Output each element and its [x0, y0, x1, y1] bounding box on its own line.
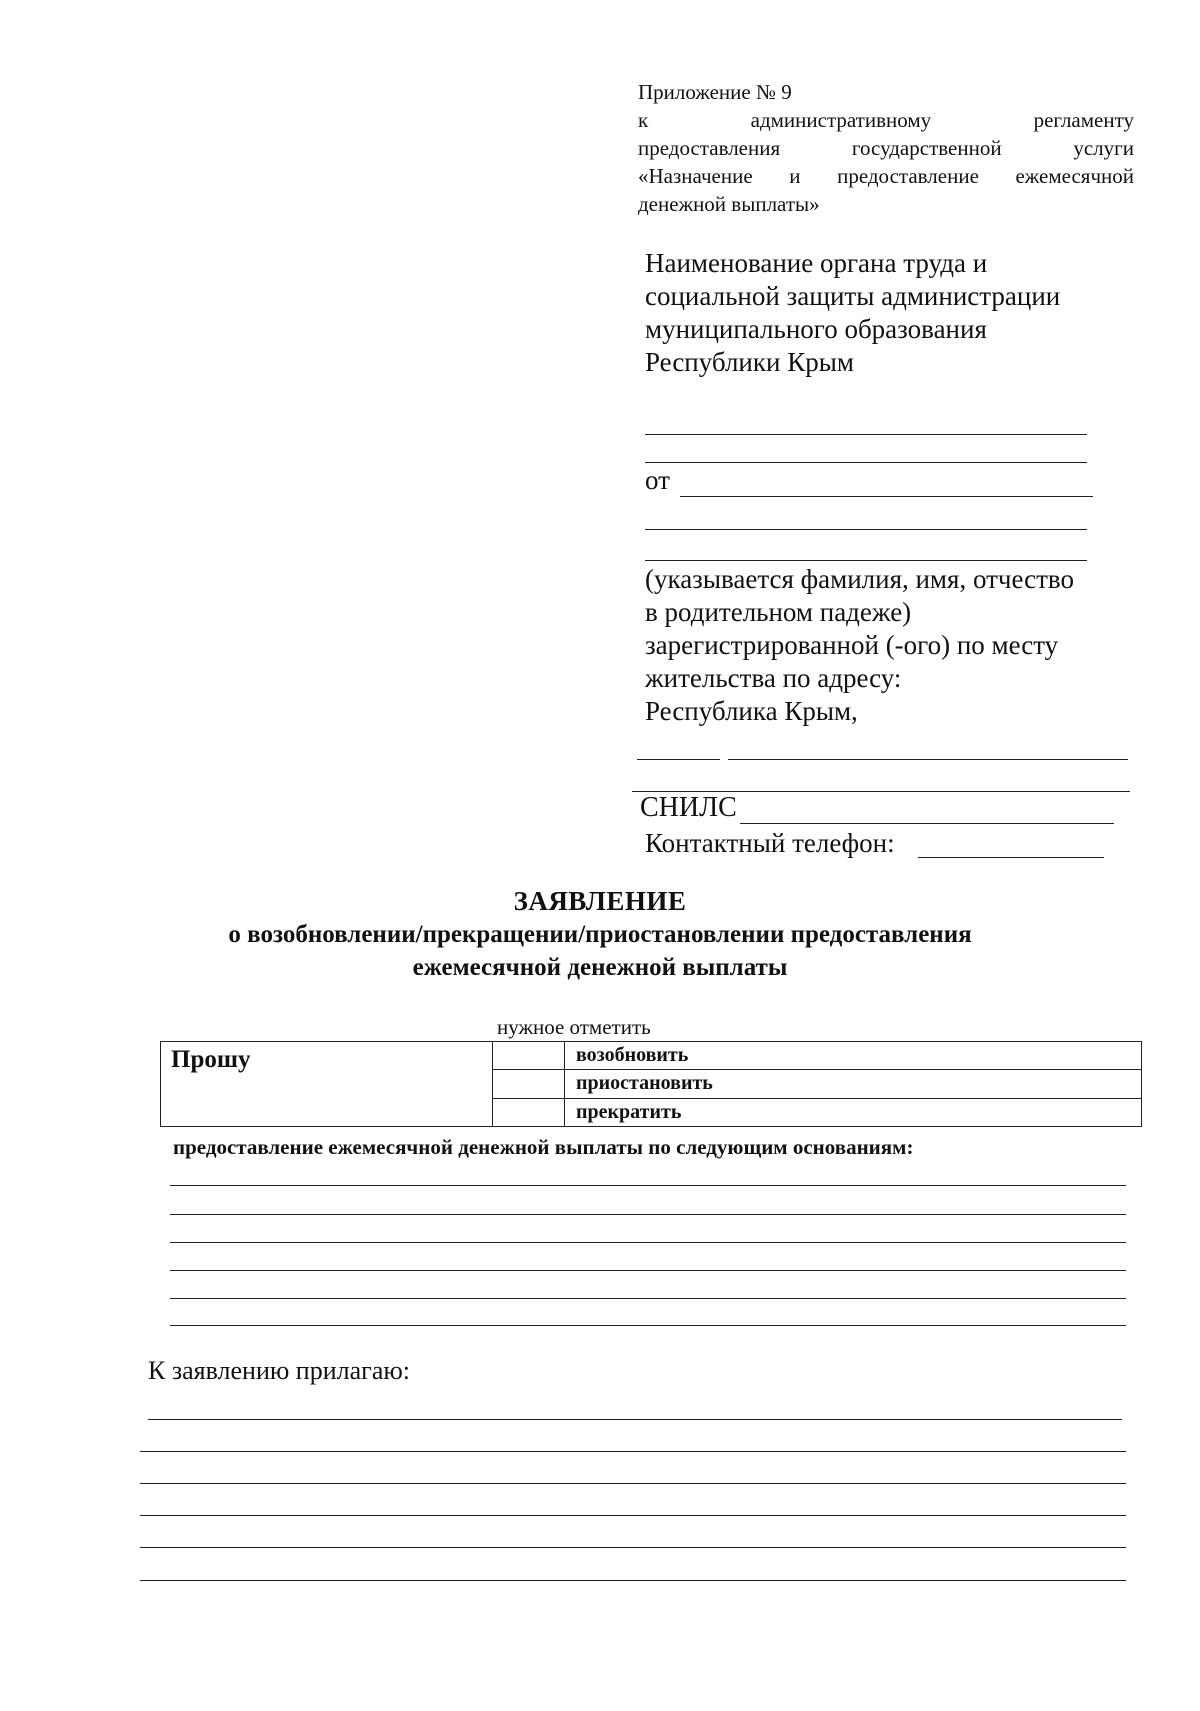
applicant-name-blank-line[interactable] — [645, 560, 1087, 561]
basis-blank-line[interactable] — [170, 1298, 1126, 1299]
attachments-blank-line[interactable] — [140, 1451, 1126, 1452]
request-options-table — [160, 1041, 1142, 1127]
basis-blank-line[interactable] — [170, 1270, 1126, 1271]
addressee-blank-line[interactable] — [645, 434, 1087, 435]
appendix-number: Приложение № 9 — [638, 80, 792, 104]
document-subtitle: ежемесячной денежной выплаты — [412, 954, 788, 981]
phone-blank-line[interactable] — [918, 857, 1104, 858]
appendix-service-name-line: «Назначение и предоставление ежемесячной — [638, 164, 1134, 188]
applicant-name-blank-line[interactable] — [645, 529, 1087, 530]
option-suspend: приостановить — [576, 1072, 713, 1094]
applicant-name-blank-line[interactable] — [680, 496, 1093, 497]
note-line: Республика Крым, — [645, 696, 858, 726]
attachments-blank-line[interactable] — [140, 1547, 1126, 1548]
addressee-block — [645, 247, 1060, 379]
attachments-label: К заявлению прилагаю: — [148, 1356, 411, 1385]
note-line: (указывается фамилия, имя, отчество — [645, 564, 1074, 594]
appendix-service-line: предоставления государственной услуги — [638, 136, 1134, 160]
suspend-checkbox[interactable] — [493, 1070, 563, 1097]
mark-hint: нужное отметить — [497, 1015, 651, 1039]
attachments-blank-line[interactable] — [140, 1580, 1126, 1581]
attachments-blank-line[interactable] — [140, 1515, 1126, 1516]
address-blank-line[interactable] — [637, 759, 720, 760]
phone-label: Контактный телефон: — [645, 828, 895, 858]
addressee-line: Республики Крым — [645, 347, 854, 377]
document-title: ЗАЯВЛЕНИЕ — [513, 886, 687, 916]
attachments-blank-line[interactable] — [148, 1419, 1122, 1420]
basis-blank-line[interactable] — [170, 1325, 1126, 1326]
table-divider — [564, 1042, 565, 1126]
attachments-blank-line[interactable] — [140, 1483, 1126, 1484]
note-line: зарегистрированной (-ого) по месту — [645, 630, 1059, 660]
addressee-line: социальной защиты администрации — [645, 281, 1061, 311]
addressee-blank-line[interactable] — [645, 462, 1087, 463]
address-blank-line[interactable] — [728, 759, 1128, 760]
basis-blank-line[interactable] — [170, 1185, 1126, 1186]
option-terminate: прекратить — [576, 1101, 682, 1123]
terminate-checkbox[interactable] — [493, 1099, 563, 1126]
addressee-line: муниципального образования — [645, 314, 987, 344]
resume-checkbox[interactable] — [493, 1042, 563, 1069]
option-resume: возобновить — [576, 1044, 689, 1066]
addressee-line: Наименование органа труда и — [645, 248, 988, 278]
snils-blank-line[interactable] — [740, 823, 1114, 824]
appendix-service-name-end: денежной выплаты» — [638, 192, 820, 216]
basis-label: предоставление ежемесячной денежной выплаты по следующим основаниям: — [173, 1135, 914, 1159]
request-label: Прошу — [171, 1046, 251, 1073]
appendix-regulation-line: к административному регламенту — [638, 108, 1134, 132]
note-line: в родительном падеже) — [645, 597, 912, 627]
applicant-note — [645, 563, 1074, 728]
note-line: жительства по адресу: — [645, 663, 902, 693]
appendix-header — [638, 78, 1134, 218]
basis-blank-line[interactable] — [170, 1214, 1126, 1215]
basis-blank-line[interactable] — [170, 1242, 1126, 1243]
from-label: от — [645, 465, 670, 495]
document-subtitle: о возобновлении/прекращении/приостановлении предоставления — [228, 921, 972, 948]
snils-label: СНИЛС — [640, 792, 737, 823]
